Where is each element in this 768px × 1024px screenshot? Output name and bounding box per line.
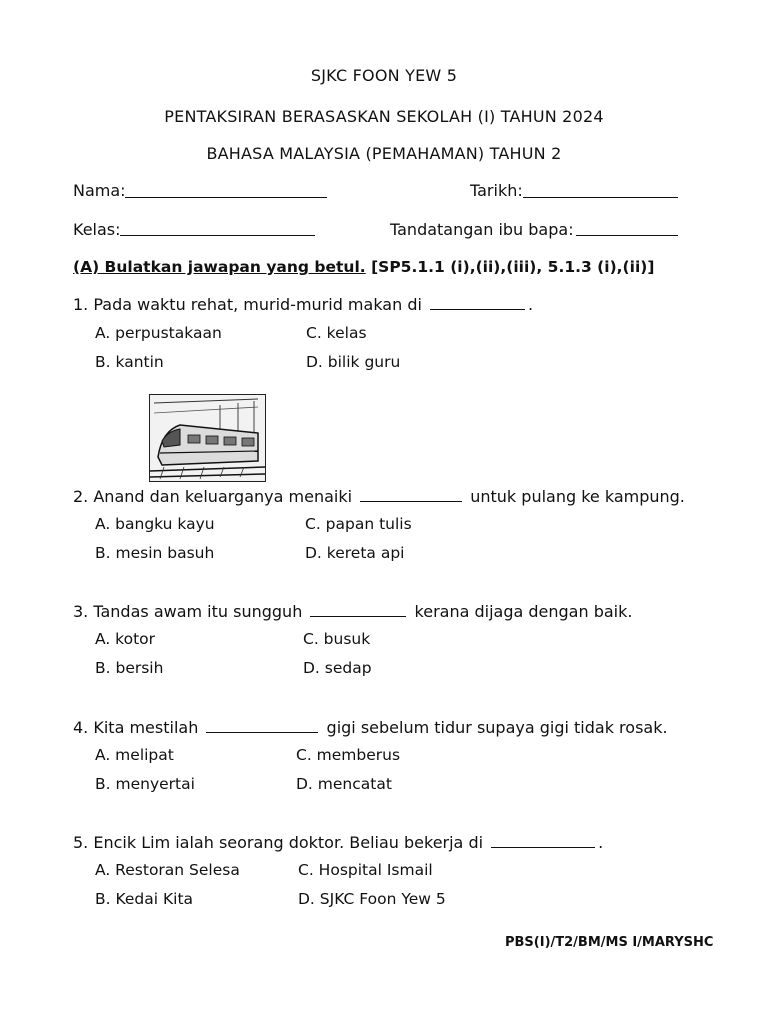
date-line (523, 197, 678, 198)
answer-blank (491, 835, 595, 848)
option-1d[interactable]: D. bilik guru (306, 353, 401, 371)
question-4 (73, 718, 668, 737)
name-label: Nama: (73, 181, 126, 200)
answer-blank (310, 604, 406, 617)
assessment-title: PENTAKSIRAN BERASASKAN SEKOLAH (I) TAHUN 2024 (164, 107, 604, 126)
question-number: 3. (73, 602, 89, 621)
question-5 (73, 833, 603, 852)
option-3d[interactable]: D. sedap (303, 659, 372, 677)
signature-label: Tandatangan ibu bapa: (390, 220, 574, 239)
signature-line (576, 235, 678, 236)
option-3b[interactable]: B. bersih (95, 659, 164, 677)
school-name: SJKC FOON YEW 5 (310, 66, 458, 85)
question-number: 2. (73, 487, 89, 506)
question-text-after: untuk pulang ke kampung. (470, 487, 685, 506)
question-text-after: . (598, 833, 604, 852)
option-5a[interactable]: A. Restoran Selesa (95, 861, 240, 879)
footer-code: PBS(I)/T2/BM/MS I/MARYSHC (505, 935, 714, 950)
option-5b[interactable]: B. Kedai Kita (95, 890, 194, 908)
option-1b[interactable]: B. kantin (95, 353, 164, 371)
question-3 (73, 602, 632, 621)
class-line (120, 235, 315, 236)
option-3c[interactable]: C. busuk (303, 630, 371, 648)
class-label: Kelas: (73, 220, 121, 239)
option-1a[interactable]: A. perpustakaan (95, 324, 222, 342)
question-number: 5. (73, 833, 89, 852)
question-2 (73, 487, 685, 506)
option-2d[interactable]: D. kereta api (305, 544, 405, 562)
question-text-before: Encik Lim ialah seorang doktor. Beliau bekerja di (93, 833, 484, 852)
option-1c[interactable]: C. kelas (306, 324, 367, 342)
option-4d[interactable]: D. mencatat (296, 775, 392, 793)
option-2a[interactable]: A. bangku kayu (95, 515, 215, 533)
section-heading (73, 258, 654, 276)
question-text-after: kerana dijaga dengan baik. (414, 602, 633, 621)
option-4c[interactable]: C. memberus (296, 746, 401, 764)
section-code: [SP5.1.1 (i),(ii),(iii), 5.1.3 (i),(ii)] (371, 258, 655, 276)
name-line (125, 197, 327, 198)
option-2c[interactable]: C. papan tulis (305, 515, 412, 533)
train-icon (150, 395, 265, 481)
subject-title: BAHASA MALAYSIA (PEMAHAMAN) TAHUN 2 (206, 144, 562, 163)
answer-blank (430, 297, 525, 310)
option-3a[interactable]: A. kotor (95, 630, 156, 648)
question-text-before: Anand dan keluarganya menaiki (93, 487, 353, 506)
train-picture (149, 394, 266, 482)
question-number: 4. (73, 718, 89, 737)
option-4a[interactable]: A. melipat (95, 746, 174, 764)
option-5d[interactable]: D. SJKC Foon Yew 5 (298, 890, 446, 908)
question-text-before: Pada waktu rehat, murid-murid makan di (93, 295, 422, 314)
option-5c[interactable]: C. Hospital Ismail (298, 861, 433, 879)
option-4b[interactable]: B. menyertai (95, 775, 195, 793)
date-label: Tarikh: (470, 181, 523, 200)
answer-blank (360, 489, 462, 502)
option-2b[interactable]: B. mesin basuh (95, 544, 215, 562)
question-text-after: . (528, 295, 534, 314)
question-1 (73, 295, 533, 314)
question-text-before: Tandas awam itu sungguh (93, 602, 303, 621)
section-instruction: (A) Bulatkan jawapan yang betul. (73, 258, 366, 276)
question-number: 1. (73, 295, 89, 314)
question-text-before: Kita mestilah (93, 718, 199, 737)
answer-blank (206, 720, 318, 733)
question-text-after: gigi sebelum tidur supaya gigi tidak rosak. (326, 718, 668, 737)
